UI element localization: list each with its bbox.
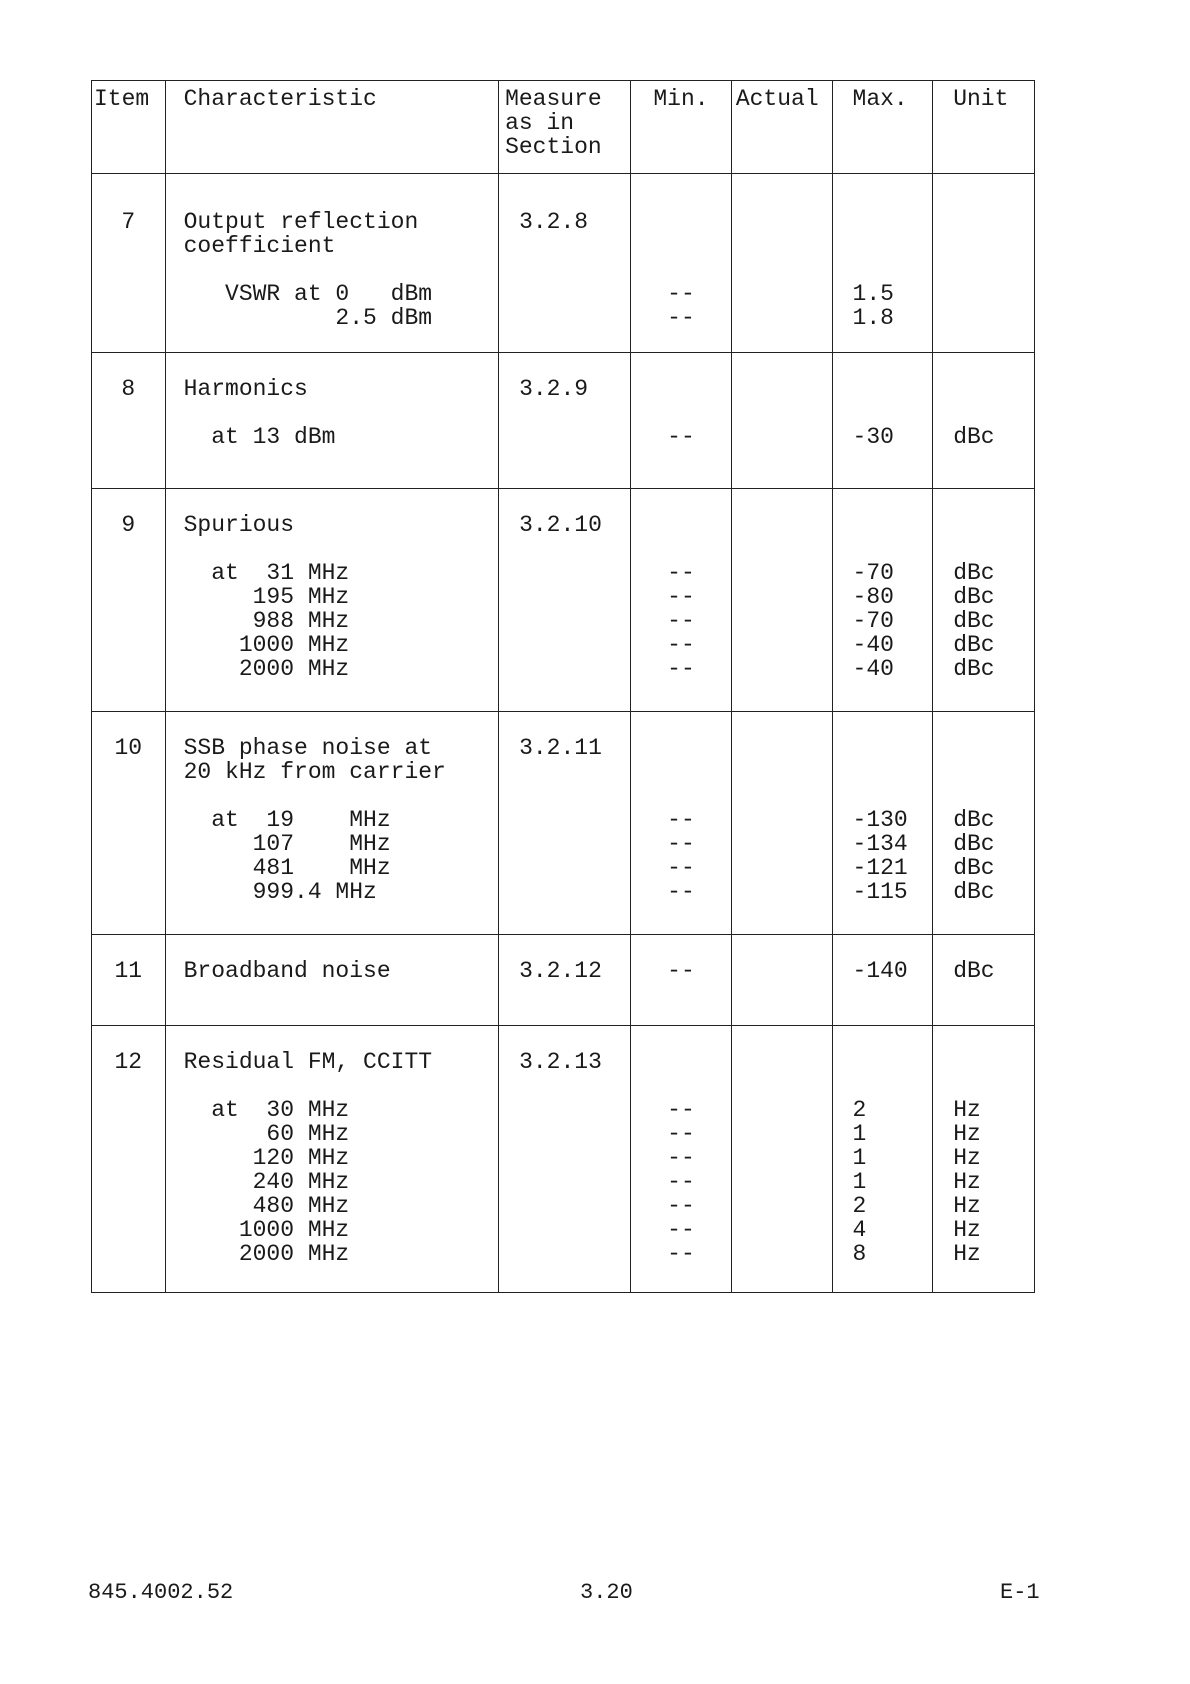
actual-text (732, 712, 832, 934)
item-text: 11 (114, 958, 143, 984)
cell-max (832, 935, 933, 1026)
item-text: 10 (114, 735, 143, 761)
header-max: Max. (832, 81, 933, 174)
cell-item (92, 174, 166, 353)
min-text: -- (667, 958, 695, 984)
max-text: -30 (852, 424, 894, 450)
min-text: -- -- (667, 281, 695, 331)
cell-characteristic (165, 353, 498, 489)
measure-text: 3.2.9 (519, 376, 589, 402)
min-text: -- (667, 424, 695, 450)
cell-item (92, 935, 166, 1026)
cell-unit (933, 353, 1035, 489)
actual-text (732, 174, 832, 352)
footer-doc-number: 845.4002.52 (88, 1580, 234, 1605)
bottom-cell (92, 1292, 166, 1293)
cell-unit (933, 489, 1035, 712)
cell-actual (731, 353, 832, 489)
table-row (92, 174, 1035, 353)
cell-measure (499, 935, 631, 1026)
cell-item (92, 712, 166, 935)
cell-max (832, 353, 933, 489)
cell-unit (933, 174, 1035, 353)
characteristic-text: Output reflection coefficient VSWR at 0 dBm 2.5 dBm (183, 209, 433, 331)
actual-text (732, 1026, 832, 1292)
cell-actual (731, 1026, 832, 1292)
header-row (92, 81, 1035, 174)
table-body (92, 174, 1035, 1293)
unit-text: dBc (953, 958, 995, 984)
max-text: -130 -134 -121 -115 (852, 807, 908, 905)
header-unit: Unit (933, 81, 1035, 174)
unit-text: dBc dBc dBc dBc (953, 807, 995, 905)
min-text: -- -- -- -- -- -- -- (667, 1097, 695, 1267)
header-actual: Actual (731, 81, 832, 174)
specification-table (91, 80, 1035, 1293)
characteristic-text: Broadband noise (183, 958, 391, 984)
max-text: -70 -80 -70 -40 -40 (852, 560, 894, 682)
table-bottom-border (92, 1292, 1035, 1293)
actual-text (732, 935, 832, 1025)
measure-text: 3.2.8 (519, 209, 589, 235)
measure-text: 3.2.12 (519, 958, 602, 984)
characteristic-text: SSB phase noise at 20 kHz from carrier at 19 MHz 107 MHz 481 MHz 999.4 MHz (183, 735, 446, 905)
unit-text: dBc dBc dBc dBc dBc (953, 560, 995, 682)
cell-measure (499, 174, 631, 353)
max-text: -140 (852, 958, 908, 984)
cell-max (832, 489, 933, 712)
bottom-cell (499, 1292, 631, 1293)
header-measure: Measure as in Section (499, 81, 631, 174)
min-text: -- -- -- -- (667, 807, 695, 905)
cell-item (92, 353, 166, 489)
cell-min (631, 935, 732, 1026)
cell-actual (731, 935, 832, 1026)
cell-unit (933, 935, 1035, 1026)
table-row (92, 712, 1035, 935)
cell-measure (499, 712, 631, 935)
characteristic-text: Harmonics at 13 dBm (183, 376, 336, 450)
characteristic-text: Spurious at 31 MHz 195 MHz 988 MHz 1000 MHz 2000 MHz (183, 512, 350, 682)
header-min: Min. (631, 81, 732, 174)
actual-text (732, 489, 832, 711)
cell-actual (731, 712, 832, 935)
cell-actual (731, 489, 832, 712)
cell-min (631, 174, 732, 353)
footer-page-number: 3.20 (580, 1580, 633, 1605)
cell-unit (933, 712, 1035, 935)
max-text: 2 1 1 1 2 4 8 (852, 1097, 867, 1267)
cell-characteristic (165, 1026, 498, 1292)
cell-min (631, 1026, 732, 1292)
unit-text: Hz Hz Hz Hz Hz Hz Hz (953, 1097, 981, 1267)
bottom-cell (933, 1292, 1035, 1293)
item-text: 12 (114, 1049, 143, 1075)
table-row (92, 935, 1035, 1026)
measure-text: 3.2.11 (519, 735, 602, 761)
bottom-cell (165, 1292, 498, 1293)
cell-item (92, 489, 166, 712)
cell-min (631, 489, 732, 712)
bottom-cell (631, 1292, 732, 1293)
cell-actual (731, 174, 832, 353)
max-text: 1.5 1.8 (852, 281, 894, 331)
cell-characteristic (165, 174, 498, 353)
item-text: 8 (121, 376, 136, 402)
cell-min (631, 353, 732, 489)
header-item: Item (92, 81, 166, 174)
cell-characteristic (165, 712, 498, 935)
cell-max (832, 174, 933, 353)
actual-text (732, 353, 832, 488)
cell-measure (499, 489, 631, 712)
table-row (92, 353, 1035, 489)
cell-characteristic (165, 489, 498, 712)
bottom-cell (832, 1292, 933, 1293)
item-text: 9 (121, 512, 136, 538)
cell-max (832, 1026, 933, 1292)
bottom-cell (731, 1292, 832, 1293)
cell-max (832, 712, 933, 935)
cell-item (92, 1026, 166, 1292)
footer-edition: E-1 (1000, 1580, 1040, 1605)
min-text: -- -- -- -- -- (667, 560, 695, 682)
unit-text (933, 174, 1034, 352)
measure-text: 3.2.10 (519, 512, 602, 538)
cell-measure (499, 1026, 631, 1292)
item-text: 7 (121, 209, 136, 235)
characteristic-text: Residual FM, CCITT at 30 MHz 60 MHz 120 MHz 240 MHz 480 MHz 1000 MHz 2000 MHz (183, 1049, 433, 1267)
unit-text: dBc (953, 424, 995, 450)
table-row (92, 489, 1035, 712)
header-characteristic: Characteristic (165, 81, 498, 174)
cell-measure (499, 353, 631, 489)
cell-unit (933, 1026, 1035, 1292)
cell-min (631, 712, 732, 935)
table-row (92, 1026, 1035, 1292)
measure-text: 3.2.13 (519, 1049, 602, 1075)
cell-characteristic (165, 935, 498, 1026)
